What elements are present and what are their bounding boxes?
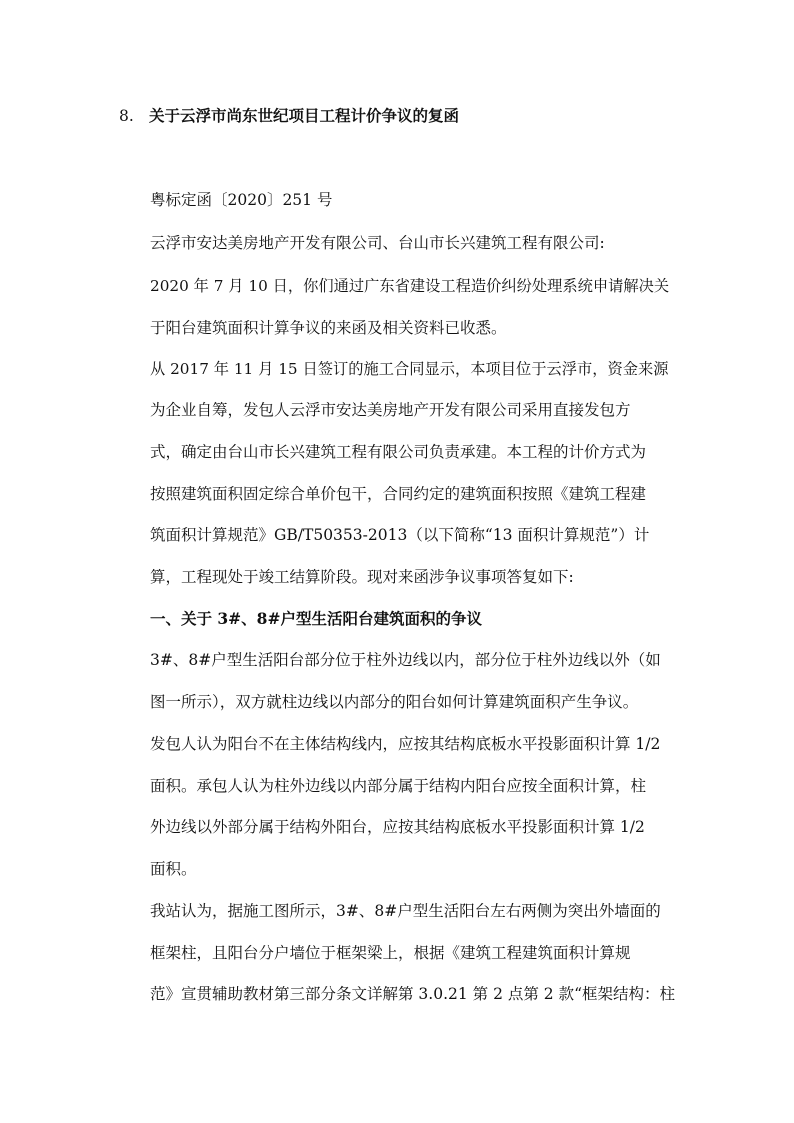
body-line: 算，工程现处于竣工结算阶段。现对来函涉争议事项答复如下: xyxy=(150,568,574,586)
body-line: 式，确定由台山市长兴建筑工程有限公司负责承建。本工程的计价方式为 xyxy=(150,443,647,461)
body-line: 发包人认为阳台不在主体结构线内，应按其结构底板水平投影面积计算 1/2 xyxy=(150,735,661,753)
body-line: 面积。承包人认为柱外边线以内部分属于结构内阳台应按全面积计算，柱 xyxy=(150,777,647,795)
subsection-heading: 一、关于 3#、8#户型生活阳台建筑面积的争议 xyxy=(150,609,482,628)
body-line: 于阳台建筑面积计算争议的来函及相关资料已收悉。 xyxy=(150,319,507,337)
section-heading xyxy=(119,106,459,126)
body-line: 筑面积计算规范》GB/T50353-2013（以下简称“13 面积计算规范”）计 xyxy=(150,526,650,544)
section-number: 8. xyxy=(119,107,134,125)
document-reference: 粤标定函〔2020〕251 号 xyxy=(150,191,333,209)
body-line: 范》宣贯辅助教材第三部分条文详解第 3.0.21 第 2 点第 2 款“框架结构：柱 xyxy=(150,985,676,1003)
body-line: 2020 年 7 月 10 日，你们通过广东省建设工程造价纠纷处理系统申请解决关 xyxy=(150,277,670,295)
body-line: 为企业自筹，发包人云浮市安达美房地产开发有限公司采用直接发包方 xyxy=(150,401,631,419)
body-line: 我站认为，据施工图所示，3#、8#户型生活阳台左右两侧为突出外墙面的 xyxy=(150,902,661,920)
section-title: 关于云浮市尚东世纪项目工程计价争议的复函 xyxy=(149,106,460,125)
body-line: 图一所示），双方就柱边线以内部分的阳台如何计算建筑面积产生争议。 xyxy=(150,693,639,711)
body-line: 按照建筑面积固定综合单价包干，合同约定的建筑面积按照《建筑工程建 xyxy=(150,485,647,503)
body-line: 3#、8#户型生活阳台部分位于柱外边线以内，部分位于柱外边线以外（如 xyxy=(150,651,661,669)
addressee-line: 云浮市安达美房地产开发有限公司、台山市长兴建筑工程有限公司: xyxy=(150,234,605,252)
body-line: 外边线以外部分属于结构外阳台，应按其结构底板水平投影面积计算 1/2 xyxy=(150,818,645,836)
body-line: 从 2017 年 11 月 15 日签订的施工合同显示，本项目位于云浮市，资金来源 xyxy=(150,360,669,378)
body-line: 面积。 xyxy=(150,860,197,878)
body-line: 框架柱，且阳台分户墙位于框架梁上，根据《建筑工程建筑面积计算规 xyxy=(150,944,631,962)
